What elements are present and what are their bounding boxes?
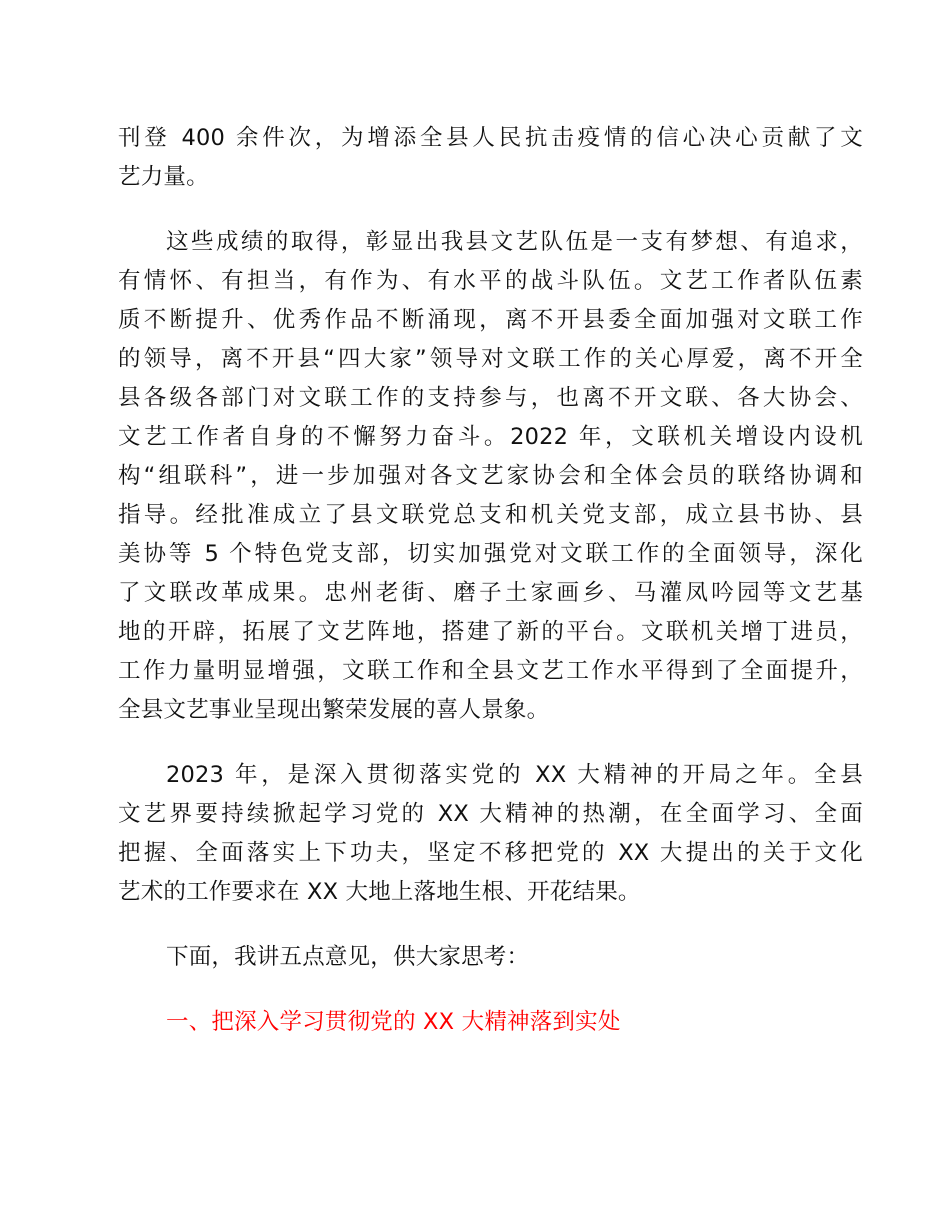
section-heading: 一、把深入学习贯彻党的 XX 大精神落到实处 xyxy=(166,1009,621,1035)
text-line: 指导。经批准成立了县文联党总支和机关党支部，成立县书协、县 xyxy=(118,502,863,528)
text-line: 有情怀、有担当，有作为、有水平的战斗队伍。文艺工作者队伍素 xyxy=(118,268,863,294)
text-line: 了文联改革成果。忠州老街、磨子土家画乡、马灌凤吟园等文艺基 xyxy=(118,580,863,606)
text-line: 2023 年，是深入贯彻落实党的 XX 大精神的开局之年。全县 xyxy=(166,762,863,788)
text-line: 这些成绩的取得，彰显出我县文艺队伍是一支有梦想、有追求， xyxy=(166,229,863,255)
text-line: 的领导，离不开县“四大家”领导对文联工作的关心厚爱，离不开全 xyxy=(118,346,863,372)
text-line: 刊登 400 余件次，为增添全县人民抗击疫情的信心决心贡献了文 xyxy=(118,125,863,151)
text-line: 美协等 5 个特色党支部，切实加强党对文联工作的全面领导，深化 xyxy=(118,541,863,567)
text-line: 艺力量。 xyxy=(118,164,209,190)
paragraph-continuation xyxy=(118,119,863,197)
paragraph-achievements xyxy=(118,223,863,730)
text-line: 下面，我讲五点意见，供大家思考： xyxy=(166,944,530,970)
text-line: 县各级各部门对文联工作的支持参与，也离不开文联、各大协会、 xyxy=(118,385,863,411)
paragraph-2023 xyxy=(118,756,863,912)
text-line: 地的开辟，拓展了文艺阵地，搭建了新的平台。文联机关增丁进员， xyxy=(118,619,863,645)
text-line: 构“组联科”，进一步加强对各文艺家协会和全体会员的联络协调和 xyxy=(118,463,863,489)
text-line: 文艺界要持续掀起学习党的 XX 大精神的热潮，在全面学习、全面 xyxy=(118,801,863,827)
text-line: 艺术的工作要求在 XX 大地上落地生根、开花结果。 xyxy=(118,879,641,905)
text-line: 文艺工作者自身的不懈努力奋斗。2022 年，文联机关增设内设机 xyxy=(118,424,863,450)
document-body xyxy=(118,119,863,1042)
paragraph-intro xyxy=(118,938,863,977)
text-line: 质不断提升、优秀作品不断涌现，离不开县委全面加强对文联工作 xyxy=(118,307,863,333)
text-line: 全县文艺事业呈现出繁荣发展的喜人景象。 xyxy=(118,697,550,723)
text-line: 把握、全面落实上下功夫，坚定不移把党的 XX 大提出的关于文化 xyxy=(118,840,863,866)
text-line: 工作力量明显增强，文联工作和全县文艺工作水平得到了全面提升， xyxy=(118,658,863,684)
